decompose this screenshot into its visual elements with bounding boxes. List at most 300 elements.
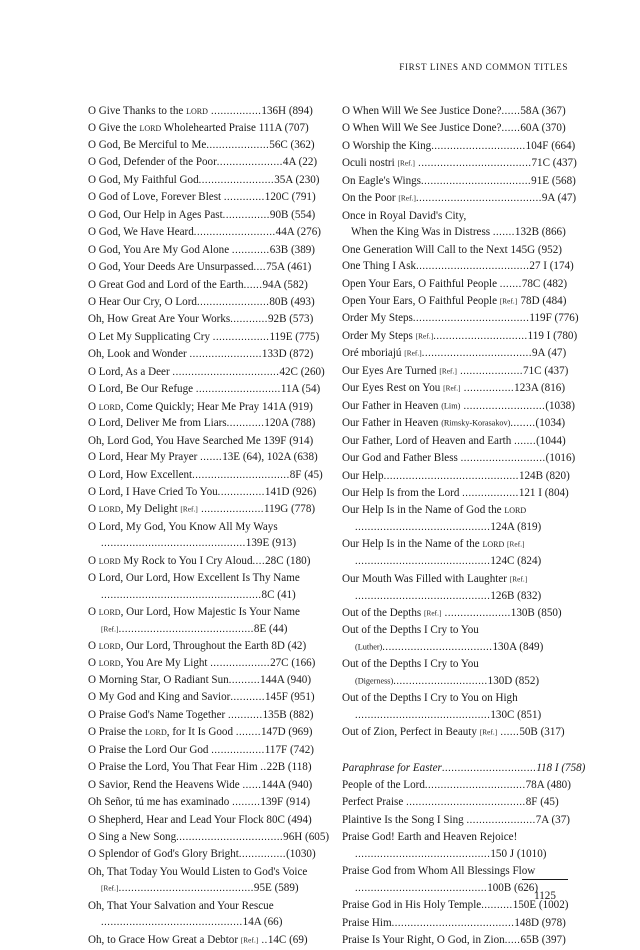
entry-title: Our Eyes Are Turned xyxy=(342,364,440,377)
index-entry-continuation xyxy=(88,535,330,552)
entry-leader-dots: ................................... xyxy=(421,348,532,360)
entry-title: O Shepherd, Hear and Lead Your Flock xyxy=(88,813,267,826)
entry-number: 130D (852) xyxy=(487,674,540,687)
entry-number: 71C (437) xyxy=(531,157,577,170)
entry-leader-dots: ........................................... xyxy=(355,556,491,568)
entry-number: 147D (969) xyxy=(261,726,313,739)
entry-leader-dots: .................................... xyxy=(415,158,532,170)
index-entry xyxy=(88,846,330,863)
index-entry xyxy=(88,399,330,415)
index-entry xyxy=(88,311,330,328)
entry-title-smallcaps: lord xyxy=(98,503,121,516)
entry-number: 144A (940) xyxy=(261,778,313,791)
entry-number: 119G (778) xyxy=(264,503,316,516)
entry-number: 13E (64), 102A (638) xyxy=(222,451,318,464)
index-entry xyxy=(88,415,330,432)
index-entry xyxy=(342,138,584,155)
entry-number: 75A (461) xyxy=(266,261,312,274)
entry-leader-dots: .......... xyxy=(481,900,513,912)
entry-refrain-marker: [Ref.] xyxy=(397,159,416,168)
entry-number: 111A (707) xyxy=(258,122,309,135)
index-entry xyxy=(88,553,330,570)
index-entry xyxy=(342,794,584,811)
entry-leader-dots: ........................................... xyxy=(355,590,491,602)
entry-title: Oh, Look and Wonder xyxy=(88,348,190,361)
entry-leader-dots: ...... xyxy=(497,727,520,739)
entry-number: 63B (389) xyxy=(269,243,315,256)
entry-number: (1034) xyxy=(535,417,566,430)
entry-refrain-marker: [Ref.] xyxy=(240,936,259,945)
index-entry xyxy=(342,258,584,275)
entry-number: 123A (816) xyxy=(514,382,566,395)
entry-leader-dots: ................. xyxy=(211,744,265,756)
entry-title: O Lord, My God, You Know All My Ways xyxy=(88,520,278,533)
entry-title: Oré mboriajú xyxy=(342,347,405,360)
index-entry-continuation xyxy=(342,553,584,570)
index-entry xyxy=(342,173,584,190)
index-entry xyxy=(342,450,584,467)
entry-number: 8D (42) xyxy=(271,640,307,653)
index-entry xyxy=(342,915,584,932)
entry-number: 144A (940) xyxy=(260,673,312,686)
entry-number: 133D (872) xyxy=(261,348,314,361)
entry-title: Plaintive Is the Song I Sing xyxy=(342,813,467,826)
entry-number: 139E (913) xyxy=(245,537,297,550)
entry-title-smallcaps: lord xyxy=(139,122,162,135)
entry-title: Our Mouth Was Filled with Laughter xyxy=(342,572,510,585)
entry-leader-dots: .......................... xyxy=(460,400,546,412)
index-entry xyxy=(88,484,330,501)
entry-leader-dots: ..................... xyxy=(441,607,511,619)
entry-title: O Splendor of God's Glory Bright xyxy=(88,848,239,861)
entry-title-smallcaps: lord xyxy=(482,538,505,551)
index-entry xyxy=(88,224,330,241)
entry-title: O God of Love, Forever Blest xyxy=(88,191,224,204)
entry-leader-dots: ............................... xyxy=(192,469,290,481)
entry-leader-dots: ........................................... xyxy=(355,521,491,533)
index-entry xyxy=(88,638,330,654)
entry-leader-dots: ............ xyxy=(226,418,265,430)
entry-number: 8E (44) xyxy=(253,622,288,635)
entry-number: 120A (788) xyxy=(264,417,316,430)
entry-title: O xyxy=(88,400,99,413)
index-entry-continuation xyxy=(342,673,584,690)
entry-leader-dots: ...... xyxy=(243,279,263,291)
index-entry-continuation xyxy=(342,224,584,241)
entry-number: 27C (166) xyxy=(270,656,316,669)
entry-title: O Let My Supplicating Cry xyxy=(88,330,213,343)
index-entry xyxy=(88,812,330,829)
entry-number: 132B (866) xyxy=(514,226,566,239)
entry-title-smallcaps: lord xyxy=(98,656,121,669)
index-entry-continuation xyxy=(88,621,330,638)
entry-leader-dots: .... xyxy=(253,262,267,274)
section-gap xyxy=(342,742,584,760)
entry-number: 14A (66) xyxy=(242,916,283,929)
index-entry xyxy=(88,672,330,689)
index-entry xyxy=(342,380,584,397)
entry-title: O Give the xyxy=(88,122,140,135)
entry-title: Praise God in His Holy Temple xyxy=(342,899,482,912)
entry-leader-dots: ...... xyxy=(501,123,521,135)
entry-title-smallcaps: lord xyxy=(98,640,121,653)
index-entry xyxy=(342,777,584,794)
entry-title: Perfect Praise xyxy=(342,796,407,809)
entry-number: 65B (397) xyxy=(520,934,566,947)
entry-leader-dots: ....... xyxy=(492,227,515,239)
index-entry xyxy=(88,742,330,759)
entry-refrain-marker: [Ref.] xyxy=(180,505,198,514)
entry-leader-dots: ...... xyxy=(242,779,262,791)
entry-number: (1030) xyxy=(286,848,316,861)
entry-arranger: (Lim) xyxy=(441,401,461,411)
index-entry xyxy=(88,103,330,120)
entry-leader-dots: .................. xyxy=(462,487,519,499)
entry-number: 9A (47) xyxy=(541,192,577,205)
entry-number: 90B (554) xyxy=(269,208,316,221)
index-entry-continuation xyxy=(88,587,330,604)
entry-number: 42C (260) xyxy=(279,365,325,378)
entry-number: 124C (824) xyxy=(490,555,542,568)
entry-leader-dots: .... xyxy=(252,555,266,567)
entry-title: Oh, That Today You Would Listen to God's Voice xyxy=(88,865,308,878)
entry-title-tail: , Our Lord, Throughout the Earth xyxy=(120,640,272,653)
entry-leader-dots: ............... xyxy=(238,849,287,861)
entry-title: O Great God and Lord of the Earth xyxy=(88,278,244,291)
entry-title: Our Father in Heaven xyxy=(342,399,442,412)
entry-refrain-marker: [Ref.] xyxy=(404,349,422,358)
index-entry xyxy=(88,501,330,518)
index-column-right xyxy=(342,103,584,950)
entry-title: Order My Steps xyxy=(342,312,413,325)
entry-number: 91E (568) xyxy=(531,174,576,187)
entry-title: O xyxy=(88,640,99,653)
entry-refrain-marker: [Ref.] xyxy=(443,384,461,393)
entry-number: 95E (589) xyxy=(253,882,299,895)
entry-leader-dots: ....................... xyxy=(196,296,270,308)
index-entry xyxy=(88,707,330,724)
entry-number: 117F (742) xyxy=(264,743,314,756)
entry-leader-dots: .................... xyxy=(206,139,270,151)
entry-number: 4A (22) xyxy=(282,156,318,169)
entry-title-smallcaps: lord xyxy=(98,606,121,619)
index-entry-continuation xyxy=(88,914,330,931)
entry-title: Out of the Depths I Cry to You xyxy=(342,658,479,671)
index-entry-continuation xyxy=(342,707,584,724)
entry-title: O Praise God's Name Together xyxy=(88,708,228,721)
entry-title-smallcaps: lord xyxy=(145,726,167,739)
entry-leader-dots: ........................................... xyxy=(355,848,491,860)
entry-number: 58A (367) xyxy=(520,105,566,117)
entry-number: 100B (626) xyxy=(487,881,539,894)
index-entry-continuation xyxy=(342,588,584,605)
entry-number: (1038) xyxy=(545,399,575,412)
entry-number: 50B (317) xyxy=(519,726,565,739)
index-entry xyxy=(88,381,330,398)
entry-title: Our Father, Lord of Heaven and Earth xyxy=(342,434,515,447)
entry-title: Our Help xyxy=(342,469,384,482)
entry-title: O When Will We See Justice Done? xyxy=(342,122,502,135)
entry-refrain-marker: [Ref.] xyxy=(101,625,119,633)
entry-leader-dots: ......... xyxy=(232,797,261,809)
entry-title: Oculi nostri xyxy=(342,157,398,170)
entry-leader-dots: .............................. xyxy=(393,675,488,687)
entry-leader-dots: .......................................... xyxy=(355,882,488,894)
entry-number: 28C (180) xyxy=(265,554,311,567)
index-entry xyxy=(342,190,584,207)
entry-title: Out of the Depths xyxy=(342,606,424,619)
entry-number: 130B (850) xyxy=(510,606,562,619)
entry-number: 80B (493) xyxy=(269,295,315,308)
entry-number: (1016) xyxy=(545,452,576,465)
entry-refrain-marker: [Ref.] xyxy=(507,540,525,549)
entry-title: O Lord, How Excellent xyxy=(88,468,193,481)
entry-leader-dots: ........................... xyxy=(195,384,281,396)
entry-refrain-marker: [Ref.] xyxy=(509,575,528,584)
entry-title: Our God and Father Bless xyxy=(342,452,461,465)
entry-leader-dots: .................................. xyxy=(172,366,280,378)
entry-title: Oh, How Great Are Your Works xyxy=(88,313,231,326)
entry-title-tail: My Rock to You I Cry Aloud xyxy=(120,554,253,567)
entry-title: Oh, That Your Salvation and Your Rescue xyxy=(88,899,274,912)
entry-title: Praise Him xyxy=(342,916,392,929)
entry-title: O Savior, Rend the Heavens Wide xyxy=(88,778,243,791)
index-entry xyxy=(342,310,584,327)
index-entry xyxy=(88,154,330,171)
entry-title: Order My Steps xyxy=(342,329,416,342)
entry-leader-dots: .. xyxy=(258,934,268,946)
entry-title: People of the Lord xyxy=(342,779,425,792)
index-entry xyxy=(342,276,584,293)
index-entry xyxy=(342,415,584,432)
entry-title: O God, You Are My God Alone xyxy=(88,243,232,256)
entry-leader-dots: ........ xyxy=(510,418,536,430)
entry-title: Our Help Is in the Name of God the xyxy=(342,504,505,517)
index-entry xyxy=(88,898,330,914)
index-entry xyxy=(342,363,584,380)
entry-title: Once in Royal David's City, xyxy=(342,209,467,222)
entry-refrain-marker: [Ref.] xyxy=(415,332,434,341)
entry-number: 130A (849) xyxy=(492,640,544,653)
entry-number: 141A (919) xyxy=(262,400,313,413)
entry-title: Praise God! Earth and Heaven Rejoice! xyxy=(342,831,518,844)
entry-number: 8F (45) xyxy=(525,796,559,809)
entry-number: 121 I (804) xyxy=(518,486,569,499)
entry-title: O Worship the King xyxy=(342,139,432,152)
entry-title-tail: , Our Lord, How Majestic Is Your Name xyxy=(120,606,300,619)
index-entry xyxy=(342,485,584,502)
entry-title-continued: When the King Was in Distress xyxy=(351,226,493,239)
entry-number: 124A (819) xyxy=(490,520,542,533)
entry-number: 71C (437) xyxy=(523,364,569,377)
entry-number: 22B (118) xyxy=(266,761,312,774)
entry-leader-dots: .............................. xyxy=(441,762,537,774)
index-entry xyxy=(88,207,330,224)
entry-number: 78A (480) xyxy=(525,779,571,792)
entry-number: 148D (978) xyxy=(514,916,566,929)
index-entry xyxy=(342,829,584,845)
entry-number: 139F (914) xyxy=(263,434,314,447)
entry-title-tail: , You Are My Light xyxy=(120,656,211,669)
entry-number: 118 I (758) xyxy=(536,761,586,774)
entry-title-tail: Wholehearted Praise xyxy=(161,122,259,135)
index-entry xyxy=(88,570,330,586)
index-entry-continuation xyxy=(342,639,584,656)
entry-title: O Lord, Our Lord, How Excellent Is Thy Name xyxy=(88,572,300,585)
entry-title: Open Your Ears, O Faithful People xyxy=(342,277,500,290)
index-entry xyxy=(342,812,584,829)
entry-leader-dots: .............................. xyxy=(431,140,526,152)
index-entry xyxy=(88,259,330,276)
entry-title: Oh, to Grace How Great a Debtor xyxy=(88,933,241,946)
entry-number: 7A (37) xyxy=(535,813,570,826)
entry-title: O xyxy=(88,503,99,516)
entry-leader-dots: ........... xyxy=(227,709,263,721)
index-entry xyxy=(88,829,330,846)
entry-title: Out of the Depths I Cry to You on High xyxy=(342,692,518,705)
index-entry xyxy=(342,103,584,120)
entry-leader-dots: ....... xyxy=(200,452,223,464)
index-entry xyxy=(88,864,330,880)
index-entry xyxy=(88,242,330,259)
index-entry xyxy=(342,208,584,224)
index-entry xyxy=(342,502,584,518)
index-entry xyxy=(342,345,584,362)
entry-number: 27 I (174) xyxy=(529,260,574,273)
entry-title: One Generation Will Call to the Next xyxy=(342,243,511,256)
entry-number: 56C (362) xyxy=(269,138,315,151)
index-entry xyxy=(88,759,330,776)
entry-title: Our Help Is in the Name of the xyxy=(342,538,483,551)
entry-leader-dots: ........................................... xyxy=(118,883,254,895)
entry-leader-dots: ........................................ xyxy=(415,193,542,205)
entry-title: Out of the Depths I Cry to You xyxy=(342,624,479,637)
entry-title: Oh, Lord God, You Have Searched Me xyxy=(88,434,264,447)
entry-title-tail: , for It Is Good xyxy=(166,726,236,739)
entry-leader-dots: ...... xyxy=(501,106,521,117)
entry-title: O Give Thanks to the xyxy=(88,105,187,117)
folio-rule xyxy=(522,879,568,880)
entry-number: 60A (370) xyxy=(520,122,566,135)
index-entry xyxy=(88,777,330,794)
entry-leader-dots: ........................................... xyxy=(383,470,519,482)
entry-title-smallcaps: lord xyxy=(98,554,121,567)
entry-title: On Eagle's Wings xyxy=(342,174,421,187)
entry-title: O Lord, Deliver Me from Liars xyxy=(88,417,227,430)
entry-refrain-marker: [Ref.] xyxy=(101,884,119,893)
entry-title: Our Help Is from the Lord xyxy=(342,486,463,499)
index-entry xyxy=(88,433,330,449)
entry-number: 124B (820) xyxy=(518,469,570,482)
entry-leader-dots: ............. xyxy=(223,192,265,204)
entry-title: Out of Zion, Perfect in Beauty xyxy=(342,726,480,739)
entry-leader-dots: ..... xyxy=(504,935,521,947)
entry-number: 126B (832) xyxy=(490,589,542,602)
entry-title: Oh Señor, tú me has examinado xyxy=(88,796,233,809)
index-entry xyxy=(88,172,330,189)
entry-title-tail: , My Delight xyxy=(120,503,181,516)
entry-leader-dots: ................................... xyxy=(382,641,493,653)
entry-leader-dots: ............ xyxy=(230,314,268,326)
index-entry-continuation xyxy=(342,519,584,536)
entry-refrain-marker: [Ref.] xyxy=(499,297,518,306)
entry-title-tail: , Come Quickly; Hear Me Pray xyxy=(120,400,262,413)
entry-title: Open Your Ears, O Faithful People xyxy=(342,294,500,307)
entry-number: 119E (775) xyxy=(269,330,320,343)
entry-leader-dots: ....................... xyxy=(189,349,262,361)
entry-title: O xyxy=(88,554,99,567)
entry-leader-dots: ............ xyxy=(231,244,270,256)
entry-arranger: (Luther) xyxy=(355,642,383,652)
entry-title: One Thing I Ask xyxy=(342,260,417,273)
entry-leader-dots: ........................................... xyxy=(118,623,254,635)
index-entry xyxy=(342,293,584,310)
index-entry xyxy=(342,155,584,172)
entry-leader-dots: ....... xyxy=(499,278,522,290)
entry-title: O My God and King and Savior xyxy=(88,691,231,704)
entry-title: Praise Is Your Right, O God, in Zion xyxy=(342,934,505,947)
entry-number: 145F (951) xyxy=(264,691,315,704)
entry-number: 9A (47) xyxy=(531,347,567,360)
entry-number: 150 J (1010) xyxy=(490,847,547,860)
index-entry xyxy=(342,622,584,638)
entry-number: 119 I (780) xyxy=(527,329,578,342)
entry-refrain-marker: [Ref.] xyxy=(423,609,442,618)
entry-title: O God, Your Deeds Are Unsurpassed xyxy=(88,261,254,274)
entry-leader-dots: .......................... xyxy=(193,227,276,239)
index-entry xyxy=(88,794,330,811)
index-entry-continuation xyxy=(342,846,584,863)
entry-number: (1044) xyxy=(536,434,566,447)
entry-arranger: (Rimsky-Korasakov) xyxy=(441,418,511,428)
entry-leader-dots: ........................ xyxy=(198,174,275,186)
entry-leader-dots: ............... xyxy=(222,209,270,221)
entry-leader-dots: ...................... xyxy=(466,814,536,826)
entry-title: O xyxy=(88,656,99,669)
entry-title: O God, My Faithful God xyxy=(88,173,199,186)
entry-number: 8C (41) xyxy=(261,588,296,601)
entry-title: Our Father in Heaven xyxy=(342,417,442,430)
index-entry xyxy=(88,364,330,381)
index-entry xyxy=(88,346,330,363)
entry-number: 35A (230) xyxy=(274,173,320,186)
entry-title: O Lord, I Have Cried To You xyxy=(88,485,218,498)
index-entry xyxy=(342,760,584,777)
entry-title: O Praise the Lord Our God xyxy=(88,743,212,756)
index-entry xyxy=(88,467,330,484)
entry-leader-dots: .............................................. xyxy=(101,538,246,550)
entry-leader-dots: .................................... xyxy=(416,261,530,273)
entry-leader-dots: ..................................... xyxy=(412,313,530,325)
entry-title: O Lord, Be Our Refuge xyxy=(88,383,196,396)
entry-number: 136H (894) xyxy=(261,105,313,117)
entry-leader-dots: ........................... xyxy=(460,453,546,465)
entry-title: O When Will We See Justice Done? xyxy=(342,105,502,117)
entry-refrain-marker: [Ref.] xyxy=(439,367,457,376)
index-entry xyxy=(342,690,584,706)
index-entry xyxy=(342,536,584,553)
entry-number: 141D (926) xyxy=(264,485,317,498)
entry-number: 145G (952) xyxy=(510,243,562,256)
entry-number: 78C (482) xyxy=(521,277,568,290)
entry-number: 80C (494) xyxy=(266,813,312,826)
entry-leader-dots: ................................ xyxy=(424,780,526,792)
entry-number: 130C (851) xyxy=(490,708,542,721)
entry-number: 78D (484) xyxy=(520,294,567,307)
entry-leader-dots: ...................................... xyxy=(406,797,526,809)
index-column-left xyxy=(88,103,330,950)
entry-leader-dots: ................ xyxy=(460,383,515,395)
